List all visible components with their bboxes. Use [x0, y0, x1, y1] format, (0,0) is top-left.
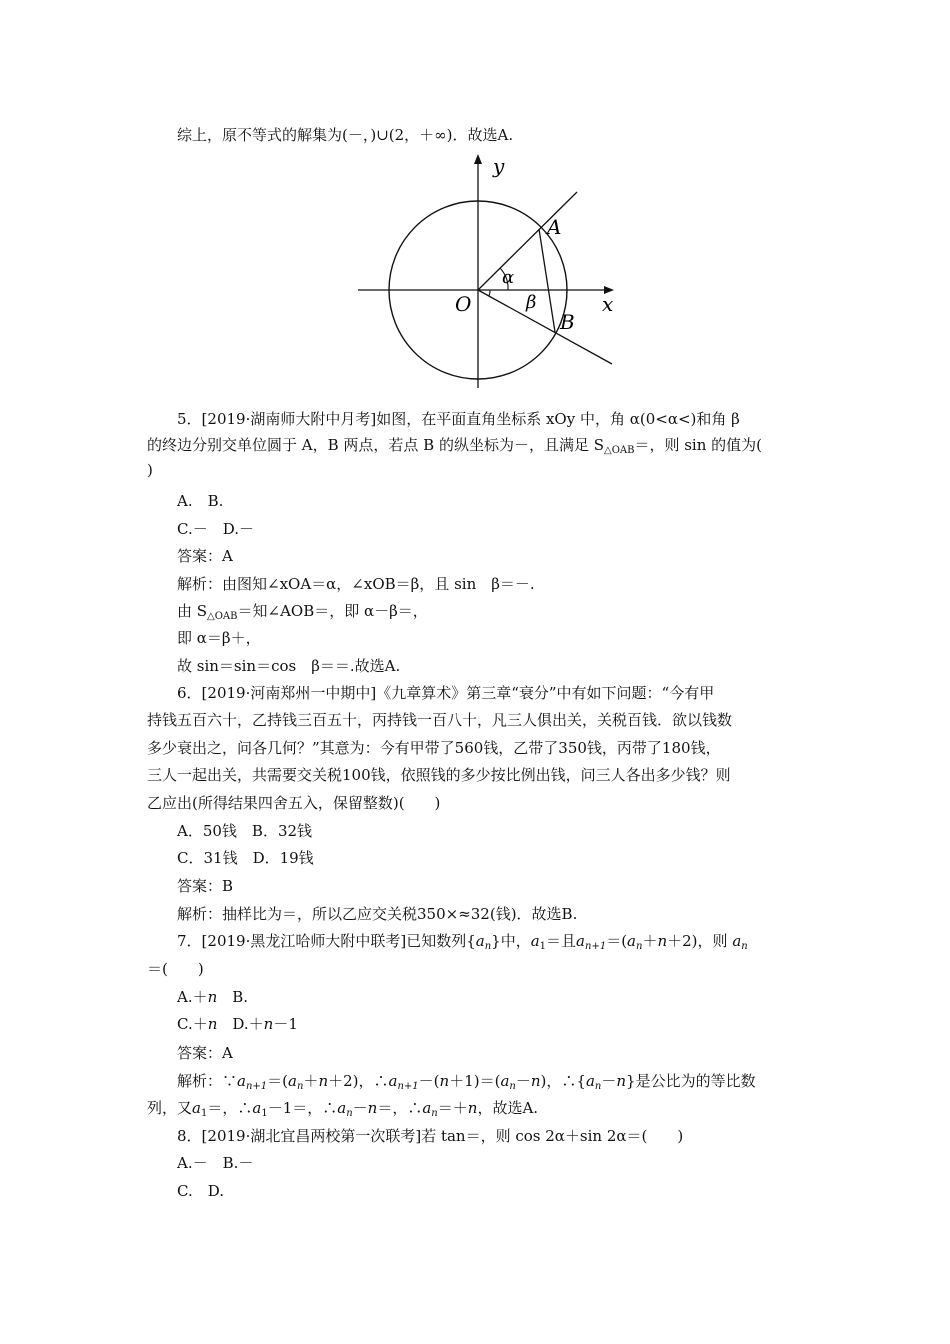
q6-solution: 解析：抽样比为＝，所以乙应交关税350×≈32(钱)．故选B. [177, 905, 578, 923]
q5-options-ab: A. B. [177, 492, 224, 510]
q6-options-ab: A．50钱 B．32钱 [177, 822, 313, 840]
q6-line4: 三人一起出关，共需要交关税100钱，依照钱的多少按比例出钱，问三人各出多少钱？则 [147, 766, 731, 784]
q5-line3: ) [147, 461, 153, 479]
q5-solution-4: 故 sin＝sin＝cos β＝＝.故选A. [177, 657, 401, 675]
ray-ob [478, 290, 612, 364]
q6-answer: 答案：B [177, 877, 234, 895]
q5-solution-2: 由 $S_{\triangle OAB}=$知∠AOB＝，即 α－β＝， [177, 602, 428, 622]
q7-options-ab: A.＋n B. [177, 988, 249, 1006]
ray-oa [478, 192, 577, 290]
q5-line1: 5．[2019·湖南师大附中月考]如图，在平面直角坐标系 xOy 中，角 α(0<α<)和角 β [177, 410, 740, 428]
q6-line5: 乙应出(所得结果四舍五入，保留整数)( ) [147, 794, 441, 812]
q5-solution-1: 解析：由图知∠xOA＝α，∠xOB＝β，且 sin β＝－. [177, 575, 535, 593]
label-alpha: α [502, 267, 515, 288]
intro-text: 综上，原不等式的解集为(－，)∪(2，＋∞)．故选A. [177, 126, 514, 144]
label-beta: β [526, 292, 537, 313]
q7-solution-2: 列，又$a_1=$，$\therefore a_1-1=$，$\therefore a_n-n=$，$\therefore a_n=+n$，故选A. [147, 1099, 539, 1119]
q7-answer: 答案：A [177, 1044, 233, 1062]
q7-options-cd: C.＋n D.＋n－1 [177, 1015, 298, 1033]
q5-answer: 答案：A [177, 547, 233, 565]
unit-circle-figure [350, 152, 630, 392]
q7-line1: 7．[2019·黑龙江哈师大附中联考]已知数列$\{a_n\}$中，$a_1=$且$a_{n+1}=(a_n+n+2)$，则 $a_n$ [177, 932, 748, 952]
beta-arc-inner [489, 290, 490, 296]
q8-options-cd: C. D. [177, 1182, 224, 1200]
q5-line2: 的终边分别交单位圆于 A，B 两点，若点 B 的纵坐标为－，且满足 $S_{\triangle OAB}=$，则 sin 的值为( [147, 436, 763, 456]
label-y: y [493, 154, 505, 178]
label-o: O [455, 292, 472, 316]
q5-options-cd: C.－ D.－ [177, 520, 254, 538]
label-a: A [547, 215, 562, 239]
q8-options-ab: A.－ B.－ [177, 1154, 254, 1172]
chord-ab [539, 229, 555, 332]
q6-options-cd: C．31钱 D．19钱 [177, 849, 314, 867]
q7-line2: ＝( ) [147, 960, 204, 978]
q5-solution-3: 即 α＝β＋， [177, 629, 261, 647]
y-axis-arrow [474, 154, 482, 164]
label-x: x [602, 292, 614, 316]
q7-solution-1: 解析：$\because a_{n+1}=(a_n+n+2)$，$\therefore a_{n+1}-(n+1)=(a_n-n)$，$\therefore\{a_n-n\}$是公比为的等比数 [177, 1072, 756, 1092]
q8-line1: 8．[2019·湖北宜昌两校第一次联考]若 tan＝，则 cos 2α＋sin 2α＝( ) [177, 1127, 684, 1145]
q6-line1: 6．[2019·河南郑州一中期中]《九章算术》第三章“衰分”中有如下问题：“今有甲 [177, 684, 715, 702]
label-b: B [560, 310, 575, 334]
q6-line2: 持钱五百六十，乙持钱三百五十，丙持钱一百八十，凡三人俱出关，关税百钱．欲以钱数 [147, 711, 733, 729]
q6-line3: 多少衰出之，问各几何？”其意为：今有甲带了560钱，乙带了350钱，丙带了180钱， [147, 739, 721, 757]
